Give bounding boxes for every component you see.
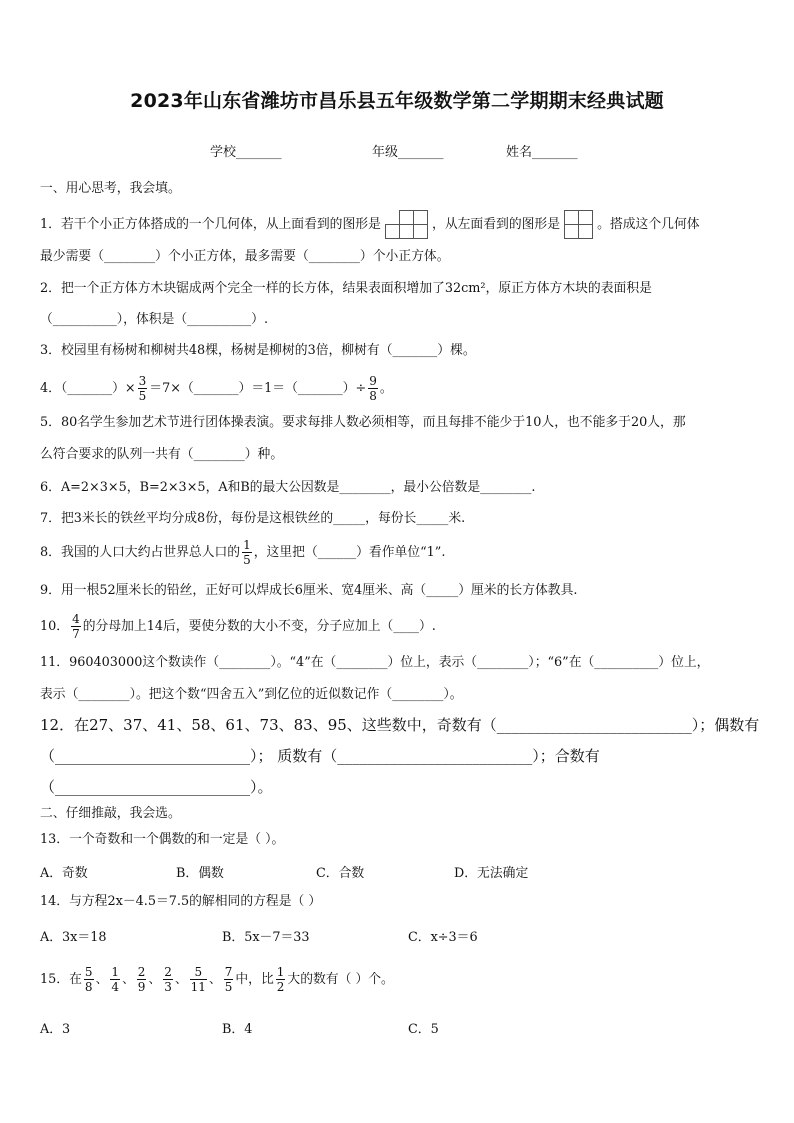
fraction-9-8: $\frac{9}{8}$ bbox=[369, 374, 377, 403]
question-10 bbox=[40, 610, 762, 644]
question-6: 6．A=2×3×5，B=2×3×5，A和B的最大公因数是________，最小公倍数是________. bbox=[40, 480, 536, 495]
q5-text-b: 么符合要求的队列一共有（________）种。 bbox=[40, 447, 284, 462]
q13-option-d[interactable]: D．无法确定 bbox=[454, 866, 529, 881]
school-field bbox=[210, 141, 282, 160]
left-view-figure bbox=[564, 210, 593, 239]
question-12: 12．在27、37、41、58、61、73、83、95、这些数中，奇数有（__________________________）；偶数有 bbox=[40, 716, 760, 734]
q12-text-c: （__________________________）。 bbox=[40, 778, 273, 796]
q15-fraction-list bbox=[82, 965, 235, 994]
q15-fraction-5: $\frac{7}{5}$ bbox=[224, 965, 233, 994]
question-5: 5．80名学生参加艺术节进行团体操表演。要求每排人数必须相等，而且每排不能少于10人，也不能多于20人，那 bbox=[40, 415, 686, 430]
fraction-4-7: $\frac{4}{7}$ bbox=[72, 612, 80, 641]
q10-text-a: 10． bbox=[40, 619, 70, 634]
section-heading-1: 一、用心思考，我会填。 bbox=[40, 181, 181, 196]
q15-text-c: 大的数有（ ）个。 bbox=[287, 972, 394, 987]
q15-separator: 、 bbox=[121, 972, 135, 987]
school-label: 学校 bbox=[210, 145, 237, 160]
question-11: 11．960403000这个数读作（________）。“4”在（________）位上，表示（________）；“6”在（__________）位上， bbox=[40, 655, 710, 670]
page-title: 2023年山东省潍坊市昌乐县五年级数学第二学期期末经典试题 bbox=[130, 90, 664, 112]
q15-separator: 、 bbox=[148, 972, 162, 987]
question-8 bbox=[40, 536, 762, 570]
q13-option-c[interactable]: C．合数 bbox=[316, 866, 365, 881]
question-3: 3．校园里有杨树和柳树共48棵，杨树是柳树的3倍，柳树有（_______）棵。 bbox=[40, 343, 476, 358]
q15-fraction-1: $\frac{1}{4}$ bbox=[111, 965, 119, 994]
question-1 bbox=[40, 210, 762, 239]
fraction-1-5: $\frac{1}{5}$ bbox=[243, 538, 251, 567]
q2-text-b: （__________），体积是（__________）. bbox=[40, 312, 269, 327]
q8-text-b: ，这里把（______）看作单位“1”. bbox=[253, 545, 446, 560]
question-4 bbox=[40, 372, 762, 406]
q15-separator: 、 bbox=[208, 972, 222, 987]
grade-blank: _______ bbox=[398, 145, 444, 160]
question-9: 9．用一根52厘米长的铅丝，正好可以焊成长6厘米、宽4厘米、高（_____）厘米的长方体教具. bbox=[40, 583, 578, 598]
question-13: 13．一个奇数和一个偶数的和一定是（ ）。 bbox=[40, 832, 285, 847]
school-blank: _______ bbox=[236, 145, 282, 160]
q8-text-a: 8．我国的人口大约占世界总人口的 bbox=[40, 545, 241, 560]
q1-text-d: 最少需要（________）个小正方体，最多需要（________）个小正方体。 bbox=[40, 249, 450, 264]
q15-text-b: 中，比 bbox=[235, 972, 274, 987]
q4-text-a: 4．（_______）× bbox=[40, 381, 136, 396]
q11-text-b: 表示（________）。把这个数“四舍五入”到亿位的近似数记作（________）。 bbox=[40, 687, 463, 702]
question-7: 7．把3米长的铁丝平均分成8份，每份是这根铁丝的_____，每份长_____米. bbox=[40, 511, 466, 526]
q15-text-a: 15．在 bbox=[40, 972, 82, 987]
q4-text-c: 。 bbox=[379, 381, 393, 396]
name-field bbox=[506, 141, 578, 160]
fraction-3-5: $\frac{3}{5}$ bbox=[138, 374, 147, 403]
q4-text-b: ＝7×（_______）＝1＝（_______）÷ bbox=[149, 381, 367, 396]
name-label: 姓名 bbox=[506, 145, 533, 160]
grade-field bbox=[372, 141, 444, 160]
section-heading-2: 二、仔细推敲，我会选。 bbox=[40, 806, 181, 821]
grade-label: 年级 bbox=[372, 145, 399, 160]
q13-option-b[interactable]: B．偶数 bbox=[176, 866, 224, 881]
q15-separator: 、 bbox=[174, 972, 188, 987]
name-blank: _______ bbox=[532, 145, 578, 160]
top-view-figure bbox=[385, 210, 428, 239]
q14-option-a[interactable]: A．3x＝18 bbox=[40, 930, 107, 945]
q15-fraction-2: $\frac{2}{9}$ bbox=[137, 965, 146, 994]
q1-text-c: 。搭成这个几何体 bbox=[597, 217, 700, 232]
q10-text-b: 的分母加上14后，要使分数的大小不变，分子应加上（____）. bbox=[82, 619, 436, 634]
question-14: 14．与方程2x－4.5＝7.5的解相同的方程是（ ） bbox=[40, 894, 322, 909]
fraction-1-2: $\frac{1}{2}$ bbox=[276, 965, 285, 994]
q14-option-c[interactable]: C．x÷3＝6 bbox=[408, 930, 478, 945]
q15-fraction-3: $\frac{2}{3}$ bbox=[164, 965, 172, 994]
question-15 bbox=[40, 962, 762, 998]
q15-option-c[interactable]: C．5 bbox=[408, 1022, 439, 1037]
q1-text-a: 1．若干个小正方体搭成的一个几何体，从上面看到的图形是 bbox=[40, 217, 381, 232]
question-2: 2．把一个正方体方木块锯成两个完全一样的长方体，结果表面积增加了32cm²，原正方体方木块的表面积是 bbox=[40, 281, 652, 296]
q15-separator: 、 bbox=[95, 972, 109, 987]
q15-fraction-0: $\frac{5}{8}$ bbox=[84, 965, 93, 994]
q12-text-b: （__________________________）； 质数有（__________________________）；合数有 bbox=[40, 747, 600, 765]
q15-fraction-4: $\frac{5}{11}$ bbox=[190, 965, 206, 994]
q1-text-b: ，从左面看到的图形是 bbox=[432, 217, 560, 232]
q13-option-a[interactable]: A．奇数 bbox=[40, 866, 88, 881]
q15-option-a[interactable]: A．3 bbox=[40, 1022, 71, 1037]
q15-option-b[interactable]: B．4 bbox=[222, 1022, 253, 1037]
q14-option-b[interactable]: B．5x－7＝33 bbox=[222, 930, 310, 945]
